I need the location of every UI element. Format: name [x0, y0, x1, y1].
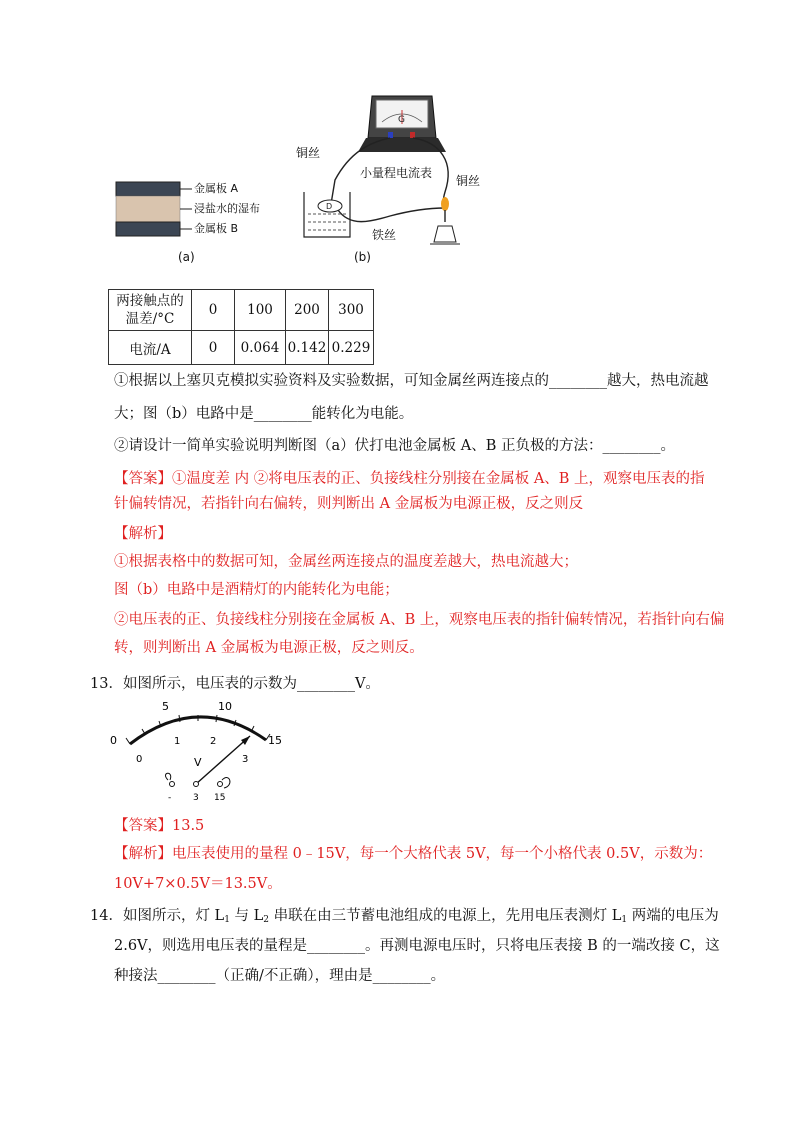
plate-b-label: 金属板 B [194, 222, 239, 235]
meter-letter: G [398, 115, 405, 125]
q12-part1-line2: 大；图（b）电路中是________能转化为电能。 [114, 406, 414, 422]
inner-tick-0: 0 [136, 754, 143, 765]
table-header-cell: 0 [192, 290, 235, 331]
inner-tick-2: 2 [210, 736, 217, 747]
table-header-cell: 300 [329, 290, 374, 331]
q13-answer: 【答案】13.5 [114, 818, 205, 834]
q14-line3: 种接法________（正确/不正确），理由是________。 [114, 968, 446, 984]
copper-wire-label-left: 铜丝 [296, 146, 321, 160]
inner-tick-3: 3 [242, 754, 249, 765]
q13-analysis-line2: 10V+7×0.5V＝13.5V。 [114, 876, 282, 892]
figure-a [112, 178, 282, 268]
table-row [109, 331, 374, 365]
table-header-cell: 两接触点的 温差/°C [109, 290, 192, 331]
q12-part2: ②请设计一简单实验说明判断图（a）伏打电池金属板 A、B 正负极的方法：________。 [114, 438, 675, 454]
q14-line1: 14．如图所示，灯 $L_1$ 与 $L_2$ 串联在由三节蓄电池组成的电源上，先用电压表测灯 $L_1$ 两端的电压为 [90, 908, 719, 925]
q12-analysis-3: ②电压表的正、负接线柱分别接在金属板 A、B 上，观察电压表的指针偏转情况，若指针向右偏 [114, 612, 725, 628]
terminal-3: 3 [193, 793, 199, 803]
table-cell: 电流/A [109, 331, 192, 365]
q13-analysis-line1: 【解析】电压表使用的量程 0﹣15V，每一个大格代表 5V，每一个小格代表 0.5V，示数为： [114, 846, 713, 862]
table-header-cell: 100 [235, 290, 286, 331]
galvanometer-label: 小量程电流表 [360, 166, 433, 180]
figure-b-caption: (b) [354, 250, 371, 264]
q12-analysis-tag: 【解析】 [114, 526, 172, 542]
terminal-15: 15 [214, 793, 226, 803]
table-cell: 0 [192, 331, 235, 365]
copper-wire-label-right: 铜丝 [456, 174, 481, 188]
outer-tick-0: 0 [110, 734, 117, 747]
q14-line2: 2.6V，则选用电压表的量程是________。再测电源电压时，只将电压表接 B 的一端改接 C，这 [114, 938, 720, 954]
voltmeter-figure [110, 700, 290, 805]
outer-tick-5: 5 [162, 700, 169, 713]
table-cell: 0.064 [235, 331, 286, 365]
outer-tick-15: 15 [268, 734, 282, 747]
inner-tick-1: 1 [174, 736, 181, 747]
q12-analysis-2: 图（b）电路中是酒精灯的内能转化为电能； [114, 582, 399, 598]
table-row [109, 290, 374, 331]
figure-b [290, 92, 490, 272]
plate-a-label: 金属板 A [194, 182, 239, 195]
q12-analysis-4: 转，则判断出 A 金属板为电源正极，反之则反。 [114, 640, 424, 656]
q12-analysis-1: ①根据表格中的数据可知，金属丝两连接点的温度差越大，热电流越大； [114, 554, 578, 570]
terminal-neg: - [168, 793, 172, 803]
voltmeter-dial [110, 700, 290, 805]
wet-cloth-label: 浸盐水的湿布 [194, 202, 260, 215]
iron-wire-label: 铁丝 [372, 228, 397, 242]
table-cell: 0.229 [329, 331, 374, 365]
table-header-cell: 200 [286, 290, 329, 331]
voltmeter-symbol: V [194, 756, 202, 769]
table-cell: 0.142 [286, 331, 329, 365]
figure-a-caption: (a) [178, 250, 195, 264]
outer-tick-10: 10 [218, 700, 232, 713]
q12-answer-line1: 【答案】①温度差 内 ②将电压表的正、负接线柱分别接在金属板 A、B 上，观察电压表的指 [114, 471, 705, 487]
q12-answer-line2: 针偏转情况，若指针向右偏转，则判断出 A 金属板为电源正极，反之则反 [114, 496, 584, 512]
q12-part1-line1: ①根据以上塞贝克模拟实验资料及实验数据，可知金属丝两连接点的________越大，热电流越 [114, 373, 709, 389]
q13-stem: 13．如图所示，电压表的示数为________V。 [90, 676, 380, 692]
beaker-letter: D [326, 202, 333, 211]
thermocouple-data-table [108, 289, 374, 365]
